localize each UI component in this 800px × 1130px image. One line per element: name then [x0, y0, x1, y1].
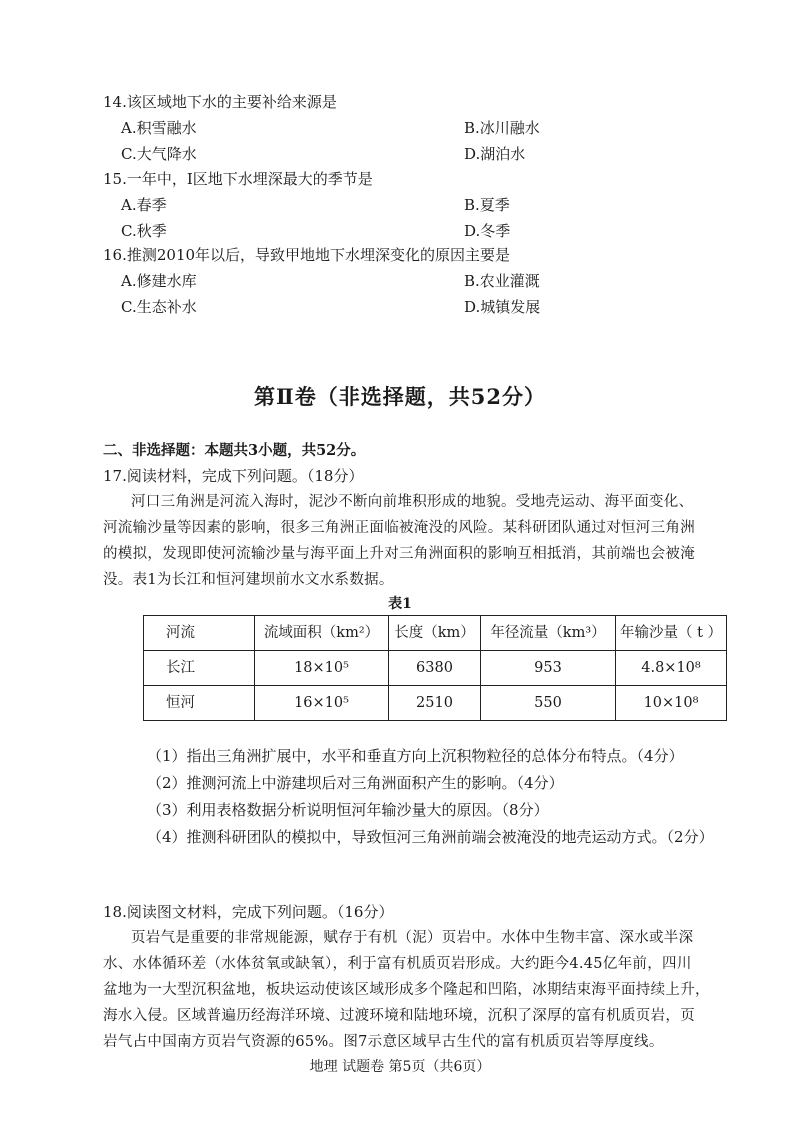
q18-paragraph-line-5: 岩气占中国南方页岩气资源的65%。图7示意区域早古生代的富有机质页岩等厚度线。 [103, 1034, 664, 1050]
q17-subquestion-3: （3）利用表格数据分析说明恒河年输沙量大的原因。（8分） [147, 801, 549, 819]
q18-paragraph-line-2: 水、水体循环差（水体贫氧或缺氧），利于富有机质页岩形成。大约距今4.45亿年前，四川 [103, 956, 692, 972]
table-row [144, 686, 727, 721]
table-cell: 4.8×10⁸ [616, 651, 727, 686]
table-cell: 长江 [144, 651, 255, 686]
table-header-cell: 年输沙量（ t ） [616, 616, 727, 651]
table-cell: 2510 [389, 686, 481, 721]
table-cell: 18×10⁵ [255, 651, 389, 686]
table-caption: 表1 [388, 596, 412, 612]
q18-paragraph-line-3: 盆地为一大型沉积盆地，板块运动使该区域形成多个隆起和凹陷，冰期结束海平面持续上升， [103, 982, 710, 998]
q16-option-c: C.生态补水 [121, 298, 197, 316]
table-cell: 6380 [389, 651, 481, 686]
q17-paragraph-line-4: 没。表1为长江和恒河建坝前水文水系数据。 [103, 572, 394, 588]
q17-paragraph-line-1: 河口三角洲是河流入海时，泥沙不断向前堆积形成的地貌。受地壳运动、海平面变化、 [131, 494, 694, 510]
table-header-cell: 长度（km） [389, 616, 481, 651]
table-header-row [144, 616, 727, 651]
q17-paragraph-line-2: 河流输沙量等因素的影响，很多三角洲正面临被淹没的风险。某科研团队通过对恒河三角洲 [103, 520, 695, 536]
table-cell: 550 [481, 686, 616, 721]
table-row [144, 651, 727, 686]
question-17-title: 17.阅读材料，完成下列问题。（18分） [103, 467, 364, 485]
table-cell: 恒河 [144, 686, 255, 721]
q16-option-b: B.农业灌溉 [464, 272, 540, 290]
q18-paragraph-line-1: 页岩气是重要的非常规能源，赋存于有机（泥）页岩中。水体中生物丰富、深水或半深 [131, 930, 694, 946]
question-18-title: 18.阅读图文材料，完成下列问题。（16分） [103, 903, 394, 921]
page-footer: 地理 试题卷 第5页（共6页） [309, 1059, 491, 1075]
q14-option-c: C.大气降水 [121, 145, 197, 163]
question-14-stem: 14.该区域地下水的主要补给来源是 [103, 93, 337, 111]
table-cell: 16×10⁵ [255, 686, 389, 721]
table-cell: 10×10⁸ [616, 686, 727, 721]
q15-option-d: D.冬季 [464, 222, 511, 240]
section-title: 第Ⅱ卷（非选择题，共52分） [254, 384, 546, 409]
section-header: 二、非选择题：本题共3小题，共52分。 [103, 442, 366, 459]
q17-paragraph-line-3: 的模拟，发现即使河流输沙量与海平面上升对三角洲面积的影响互相抵消，其前端也会被淹 [103, 546, 695, 562]
hydrology-table [143, 615, 727, 721]
question-15-stem: 15.一年中，Ⅰ区地下水埋深最大的季节是 [103, 170, 373, 188]
q15-option-b: B.夏季 [464, 196, 510, 214]
table-header-cell: 流域面积（km²） [255, 616, 389, 651]
q17-subquestion-2: （2）推测河流上中游建坝后对三角洲面积产生的影响。（4分） [147, 774, 564, 792]
table-header-cell: 年径流量（km³） [481, 616, 616, 651]
q15-option-a: A.春季 [121, 196, 167, 214]
table-cell: 953 [481, 651, 616, 686]
q15-option-c: C.秋季 [121, 222, 167, 240]
q14-option-d: D.湖泊水 [464, 145, 526, 163]
q16-option-d: D.城镇发展 [464, 298, 541, 316]
table-header-cell: 河流 [144, 616, 255, 651]
q14-option-b: B.冰川融水 [464, 119, 540, 137]
q18-paragraph-line-4: 海水入侵。区域普遍历经海洋环境、过渡环境和陆地环境，沉积了深厚的富有机质页岩，页 [103, 1008, 695, 1024]
q14-option-a: A.积雪融水 [121, 119, 197, 137]
q17-subquestion-4: （4）推测科研团队的模拟中，导致恒河三角洲前端会被淹没的地壳运动方式。（2分） [147, 828, 714, 846]
q17-subquestion-1: （1）指出三角洲扩展中，水平和垂直方向上沉积物粒径的总体分布特点。（4分） [147, 747, 684, 765]
question-16-stem: 16.推测2010年以后，导致甲地地下水埋深变化的原因主要是 [103, 246, 511, 264]
q16-option-a: A.修建水库 [121, 272, 197, 290]
